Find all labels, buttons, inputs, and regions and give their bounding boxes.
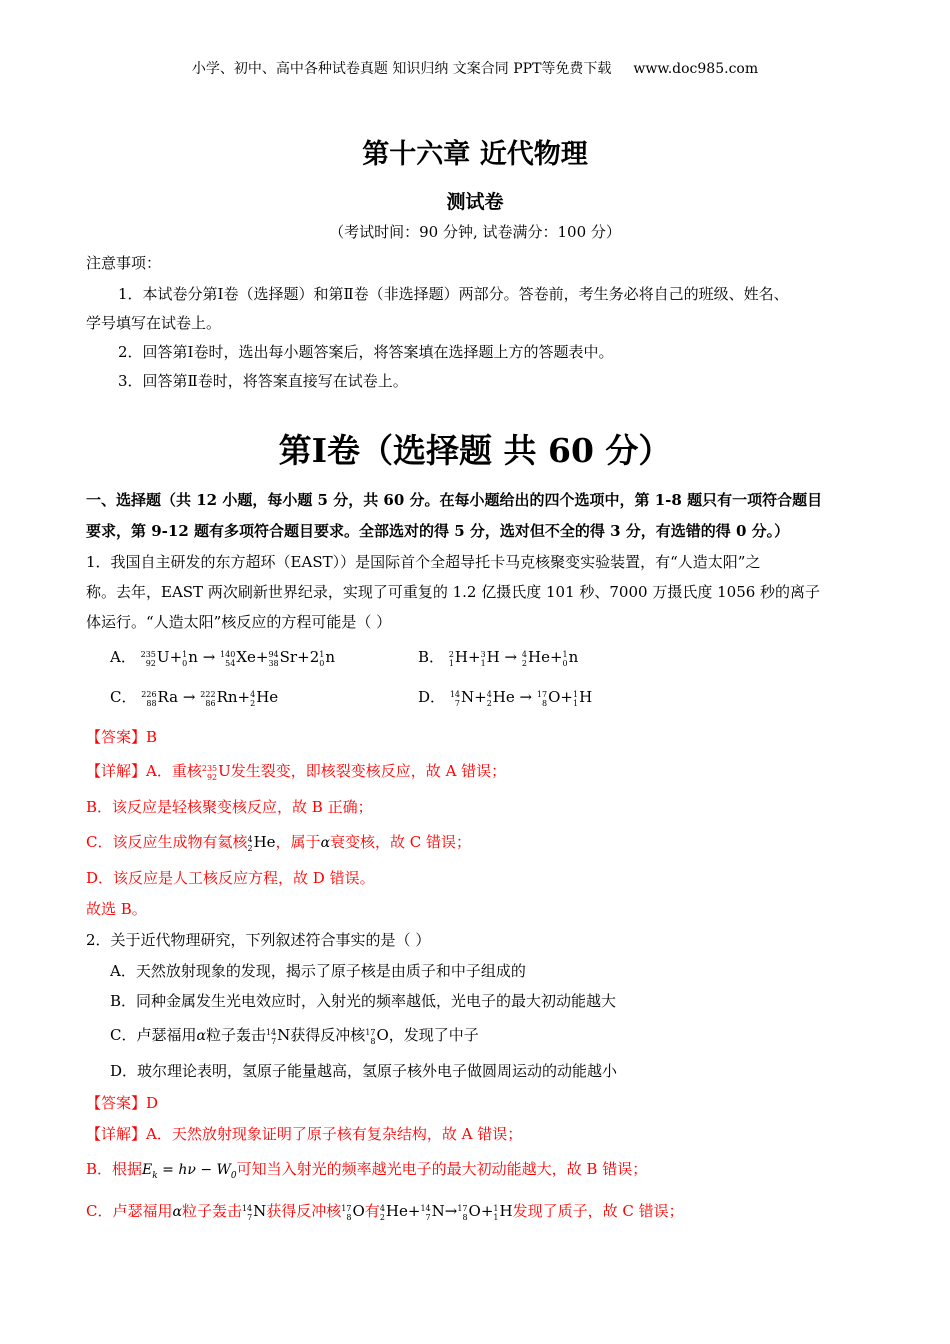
notice-heading: 注意事项： [86,254,162,272]
equation-a: 235 92 U+ 1 0 n → 140 54 Xe+ 94 38 Sr+2 1 0 n [140,648,335,668]
option-label: A． [110,648,136,666]
notice-item-1: 1．本试卷分第Ⅰ卷（选择题）和第Ⅱ卷（非选择题）两部分。答卷前，考生务必将自己的班级、姓名、 [118,285,789,303]
q2-analysis-c: C．卢瑟福用α粒子轰击 14 7 N获得反冲核 17 8 O有 4 2 He+ 14 7 N→ 17 8 O+ 1 1 H发现了质子，故 C 错误； [86,1202,684,1222]
option-label: D． [418,688,446,706]
q1-analysis-d: D．该反应是人工核反应方程，故 D 错误。 [86,869,375,887]
equation-c: 226 88 Ra → 222 86 Rn+ 4 2 He [141,688,279,708]
q2-option-d[interactable]: D．玻尔理论表明，氢原子能量越高，氢原子核外电子做圆周运动的动能越小 [110,1062,618,1080]
q2-stem: 2．关于近代物理研究，下列叙述符合事实的是（ ） [86,931,431,949]
exam-meta: （考试时间：90 分钟, 试卷满分：100 分） [329,223,621,241]
site-header [0,58,950,78]
q1-option-a[interactable] [110,646,335,668]
equation-b: 2 1 H+ 3 1 H → 4 2 He+ 1 0 n [448,648,579,668]
header-url[interactable]: www.doc985.com [633,61,759,77]
q2-option-b[interactable]: B．同种金属发生光电效应时，入射光的频率越低，光电子的最大初动能越大 [110,992,617,1010]
q1-analysis-b: B．该反应是轻核聚变核反应，故 B 正确； [86,798,373,816]
q2-option-a[interactable]: A．天然放射现象的发现，揭示了原子核是由质子和中子组成的 [110,962,526,980]
q1-conclusion: 故选 B。 [86,900,147,918]
q2-analysis-a: 【详解】A．天然放射现象证明了原子核有复杂结构，故 A 错误； [86,1125,523,1143]
q2-answer: 【答案】D [86,1094,159,1112]
header-text: 小学、初中、高中各种试卷真题 知识归纳 文案合同 PPT等免费下载 [191,61,612,77]
q1-option-d[interactable] [418,686,592,708]
q2-option-c[interactable]: C．卢瑟福用α粒子轰击 14 7 N获得反冲核 17 8 O，发现了中子 [110,1026,479,1046]
test-subtitle: 测试卷 [446,191,504,213]
chapter-title: 第十六章 近代物理 [362,139,588,170]
q1-option-b[interactable] [418,646,578,668]
instructions-line-2: 要求，第 9-12 题有多项符合题目要求。全部选对的得 5 分，选对但不全的得 3 分，有选错的得 0 分。） [86,522,790,540]
section-title: 第Ⅰ卷（选择题 共 60 分） [278,431,672,470]
q1-analysis-a: 【详解】A．重核 235 92 U发生裂变，即核裂变核反应，故 A 错误； [86,762,507,782]
q1-analysis-c: C．该反应生成物有氦核 4 2 He，属于α衰变核，故 C 错误； [86,833,472,853]
instructions-line-1: 一、选择题（共 12 小题，每小题 5 分，共 60 分。在每小题给出的四个选项中，第 1-8 题只有一项符合题目 [86,491,823,509]
equation-d: 14 7 N+ 4 2 He → 17 8 O+ 1 1 H [449,688,593,708]
q1-stem-line-3: 体运行。“人造太阳”核反应的方程可能是（ ） [86,613,392,631]
notice-item-2: 2．回答第Ⅰ卷时，选出每小题答案后，将答案填在选择题上方的答题表中。 [118,343,614,361]
q1-stem-line-1: 1．我国自主研发的东方超环（EAST））是国际首个全超导托卡马克核聚变实验装置，有“人造太阳”之 [86,553,761,571]
q2-analysis-b: B．根据$E_k = h\nu - W_0$可知当入射光的频率越光电子的最大初动能越大，故 B 错误； [86,1160,648,1181]
option-label: C． [110,688,137,706]
option-label: B． [418,648,445,666]
q1-answer: 【答案】B [86,728,158,746]
notice-item-1-cont: 学号填写在试卷上。 [86,314,222,332]
notice-item-3: 3．回答第Ⅱ卷时，将答案直接写在试卷上。 [118,372,408,390]
q1-stem-line-2: 称。去年，EAST 两次刷新世界纪录，实现了可重复的 1.2 亿摄氏度 101 秒、7000 万摄氏度 1056 秒的离子 [86,583,821,601]
q1-option-c[interactable] [110,686,278,708]
